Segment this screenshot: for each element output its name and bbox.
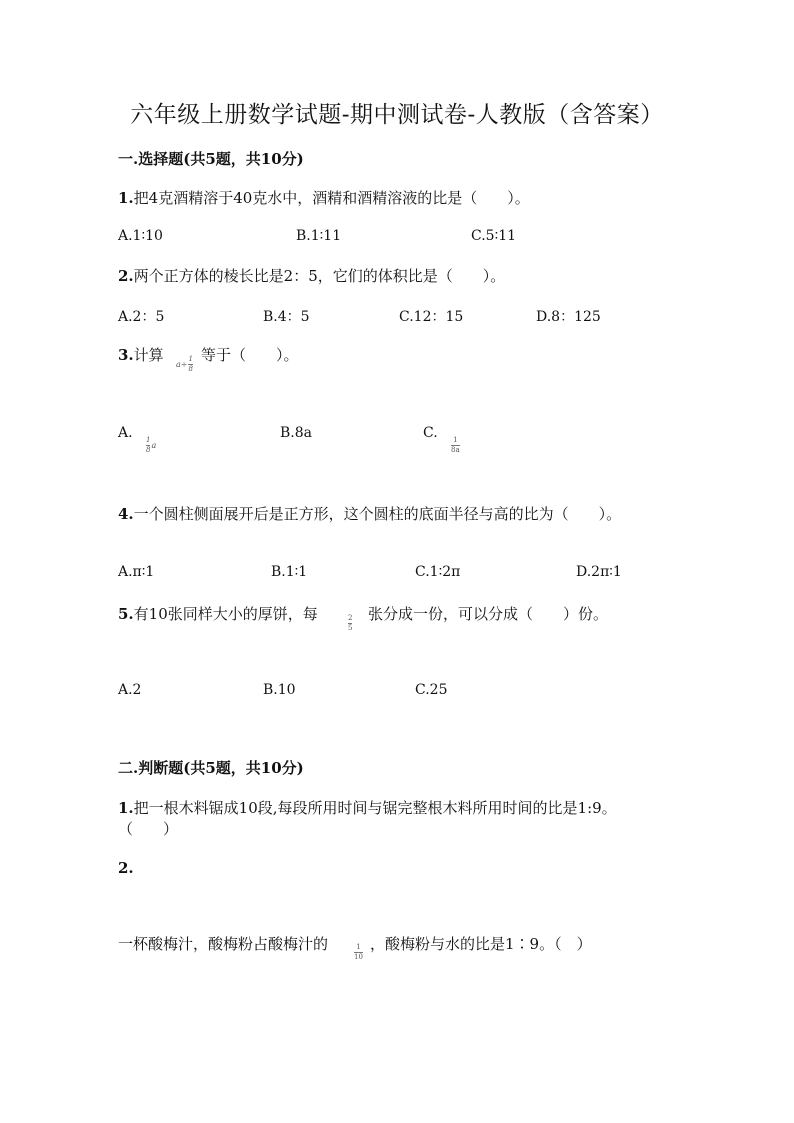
variable: a: [151, 440, 157, 450]
numerator: 2: [348, 614, 353, 622]
option-b: B.4：5: [263, 309, 310, 325]
question-3: [118, 344, 164, 365]
question-number: 1.: [118, 189, 134, 207]
question-2: [118, 265, 505, 286]
numerator: 1: [146, 436, 151, 444]
question-number: 3.: [118, 346, 134, 364]
denominator: 8a: [451, 446, 460, 454]
denominator: 10: [354, 953, 363, 961]
question-number: 2.: [118, 859, 134, 877]
option-d: D.8：125: [536, 309, 601, 325]
option-b: B.8a: [280, 425, 312, 441]
option-d: D.2π∶1: [576, 564, 622, 580]
option-c: C.1∶2π: [415, 564, 461, 580]
option-c: C.25: [415, 682, 448, 698]
question-text-tail: ，酸梅粉与水的比是1∶9。（ ）: [370, 935, 592, 953]
fraction: [146, 436, 150, 454]
question-text: 两个正方体的棱长比是2：5，它们的体积比是（ ）。: [133, 267, 506, 285]
option-a: A.π∶1: [118, 564, 155, 580]
question-number: 1.: [118, 799, 134, 817]
division-expression: [176, 355, 193, 373]
question-text: 一个圆柱侧面展开后是正方形，这个圆柱的底面半径与高的比为（ ）。: [133, 505, 622, 523]
section-heading-choice: 一.选择题(共5题，共10分): [118, 150, 304, 168]
option-a: A.1∶10: [118, 228, 163, 244]
option-a: A.: [118, 425, 133, 441]
option-c: C.: [423, 425, 438, 441]
option-b: B.1∶1: [271, 564, 308, 580]
question-text: 把4克酒精溶于40克水中，酒精和酒精溶液的比是（ ）。: [133, 189, 530, 207]
question-1: [118, 187, 530, 208]
fraction: [354, 943, 363, 961]
option-a: A.2：5: [118, 309, 165, 325]
numerator: 1: [356, 943, 361, 951]
numerator: 1: [453, 436, 458, 444]
judge-question-2: 一杯酸梅汁，酸梅粉占酸梅汁的: [118, 935, 329, 953]
judge-question-1: [118, 797, 617, 818]
question-number: 4.: [118, 505, 134, 523]
section-heading-judgement: 二.判断题(共5题，共10分): [118, 759, 304, 777]
denominator: 5: [348, 624, 353, 632]
question-number: 5.: [118, 605, 134, 623]
question-text: 计算: [133, 346, 164, 364]
option-a: A.2: [118, 682, 142, 698]
question-5: [118, 603, 318, 624]
question-text-tail: 等于（ ）。: [201, 346, 299, 364]
denominator: 8: [188, 365, 193, 373]
option-c: C.12：15: [399, 309, 464, 325]
fraction: [348, 614, 352, 632]
question-text: 把一根木料锯成10段,每段所用时间与锯完整根木料所用时间的比是1:9。: [133, 799, 617, 817]
option-b: B.1∶11: [296, 228, 342, 244]
question-4: [118, 503, 621, 524]
option-b: B.10: [263, 682, 296, 698]
page-title: 六年级上册数学试题-期中测试卷-人教版（含答案）: [130, 102, 664, 128]
judge-question-2-number: [118, 859, 134, 877]
fraction: [188, 355, 192, 373]
question-text-tail: 张分成一份，可以分成（ ）份。: [368, 605, 609, 623]
option-c-fraction: [451, 436, 460, 454]
answer-paren: （ ）: [118, 820, 179, 838]
question-text: 有10张同样大小的厚饼，每: [133, 605, 318, 623]
option-c: C.5∶11: [471, 228, 517, 244]
numerator: 1: [188, 355, 193, 363]
question-number: 2.: [118, 267, 134, 285]
denominator: 8: [146, 446, 151, 454]
expr-text: a÷: [176, 359, 188, 369]
option-a-fraction: [146, 436, 156, 454]
